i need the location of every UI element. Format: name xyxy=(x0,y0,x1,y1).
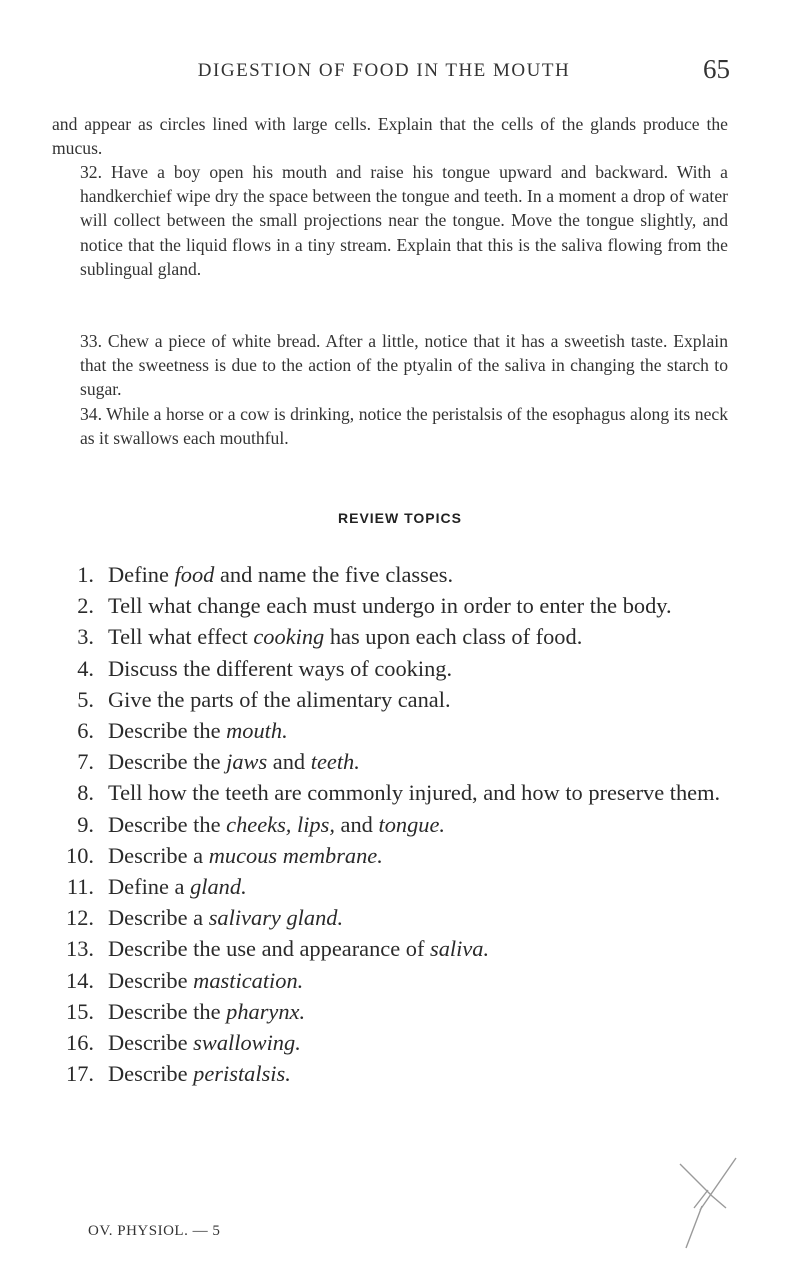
topic-text-part: Describe the xyxy=(108,811,227,837)
paragraph-34 xyxy=(52,402,728,450)
topic-text-part: has upon each class of food. xyxy=(324,624,583,650)
topic-number: 4. xyxy=(77,655,94,681)
topic-number: 11. xyxy=(66,874,94,900)
review-topic-item xyxy=(52,809,742,840)
topic-text xyxy=(108,715,742,746)
topic-text xyxy=(108,653,742,684)
topic-text xyxy=(108,746,742,777)
topic-number: 14. xyxy=(66,967,94,993)
topic-text xyxy=(108,621,742,652)
review-topic-item xyxy=(52,653,742,684)
topic-text-part: Define xyxy=(108,562,175,587)
topic-text-part: Describe the xyxy=(108,749,227,775)
page-header xyxy=(98,54,730,94)
review-topic-item xyxy=(52,996,742,1027)
topic-number: 9. xyxy=(77,811,94,837)
paragraph-33 xyxy=(52,329,728,402)
topic-text xyxy=(108,965,742,996)
topic-number: 10. xyxy=(66,842,94,868)
review-topic-item xyxy=(52,1027,742,1058)
topic-emphasis: cooking xyxy=(253,624,325,650)
topic-emphasis: food xyxy=(174,562,215,587)
topic-number: 16. xyxy=(66,1030,94,1056)
topic-text xyxy=(108,933,742,964)
topic-text-part: and xyxy=(334,811,379,837)
topic-emphasis: salivary gland. xyxy=(208,905,344,931)
review-topic-item xyxy=(52,590,742,621)
running-head: DIGESTION OF FOOD IN THE MOUTH xyxy=(197,60,571,81)
review-topic-item xyxy=(52,746,742,777)
topic-text-part: Tell what effect xyxy=(108,624,254,650)
topic-text xyxy=(108,840,742,871)
topic-emphasis: mastication. xyxy=(193,967,304,993)
topic-emphasis: teeth. xyxy=(310,749,360,775)
topic-text-part: Describe a xyxy=(108,905,209,931)
review-topic-item xyxy=(52,840,742,871)
topic-text-part: Define a xyxy=(108,874,191,900)
topic-text-part: Discuss the different ways of cooking. xyxy=(108,655,453,681)
review-topic-item xyxy=(52,559,742,590)
paragraph-text: 32. Have a boy open his mouth and raise his tongue upward and backward. With a handkerchief wipe dry the space between the tongue and teeth. In a moment a drop of water will collect between the small projections near the tongue. Move the tongue slightly, and notice that the liquid flows in a tiny stream. Explain that this is the saliva flowing from the sublingual gland. xyxy=(80,162,728,279)
topic-text xyxy=(108,1027,742,1058)
review-topics-list xyxy=(52,559,742,1089)
topic-text xyxy=(108,871,742,902)
topic-number: 7. xyxy=(77,749,94,775)
topic-text xyxy=(108,996,742,1027)
topic-emphasis: tongue. xyxy=(378,811,446,837)
topic-text-part: Describe the xyxy=(108,718,227,744)
topic-emphasis: pharynx. xyxy=(226,998,306,1024)
paragraph-continued xyxy=(52,112,728,160)
signature-mark: OV. PHYSIOL. — 5 xyxy=(88,1223,221,1239)
topic-number: 6. xyxy=(77,718,94,744)
paragraph-text: 33. Chew a piece of white bread. After a little, notice that it has a sweetish taste. Explain that the sweetness is due to the action of the ptyalin of the saliva in changing the starch to sugar. xyxy=(80,331,728,400)
topic-emphasis: peristalsis. xyxy=(193,1061,291,1087)
topic-text-part: Describe a xyxy=(108,842,209,868)
topic-text-part: and xyxy=(267,749,311,775)
topic-text xyxy=(108,777,742,808)
page-number: 65 xyxy=(703,54,730,84)
review-topic-item xyxy=(52,965,742,996)
topic-number: 5. xyxy=(77,686,94,712)
topic-emphasis: swallowing. xyxy=(193,1030,301,1056)
topic-emphasis: cheeks, lips, xyxy=(226,811,335,837)
topic-number: 3. xyxy=(77,624,94,650)
topic-text-part: Describe the use and appearance of xyxy=(108,936,431,962)
review-topics-heading: REVIEW TOPICS xyxy=(338,510,462,526)
review-topic-item xyxy=(52,1058,742,1089)
topic-text-part: Give the parts of the alimentary canal. xyxy=(108,686,451,712)
topic-number: 8. xyxy=(77,780,94,806)
review-topic-item xyxy=(52,902,742,933)
topic-number: 13. xyxy=(66,936,94,962)
review-topic-item xyxy=(52,777,742,808)
topic-text xyxy=(108,902,742,933)
review-topic-item xyxy=(52,933,742,964)
paragraph-32 xyxy=(52,160,728,281)
topic-emphasis: jaws xyxy=(226,749,268,775)
topic-text xyxy=(108,809,742,840)
topic-text-part: Tell what change each must undergo in order to enter the body. xyxy=(108,593,672,619)
topic-text-part: and name the five classes. xyxy=(214,562,454,587)
topic-text xyxy=(108,1058,742,1089)
paragraph-text: and appear as circles lined with large cells. Explain that the cells of the glands produce the mucus. xyxy=(52,114,728,159)
topic-text-part: Describe the xyxy=(108,998,227,1024)
topic-text-part: Describe xyxy=(108,1061,194,1087)
topic-text xyxy=(108,590,742,621)
topic-emphasis: gland. xyxy=(190,874,247,900)
topic-number: 15. xyxy=(66,998,94,1024)
topic-text-part: Tell how the teeth are commonly injured, and how to preserve them. xyxy=(108,780,721,806)
paragraph-text: 34. While a horse or a cow is drinking, notice the peristalsis of the esophagus along its neck as it swallows each mouthful. xyxy=(80,404,728,449)
topic-number: 17. xyxy=(66,1061,94,1087)
topic-emphasis: saliva. xyxy=(430,936,490,962)
topic-number: 1. xyxy=(77,562,94,587)
review-topic-item xyxy=(52,715,742,746)
review-topic-item xyxy=(52,684,742,715)
topic-text xyxy=(108,684,742,715)
topic-emphasis: mouth. xyxy=(226,718,288,744)
review-topic-item xyxy=(52,621,742,652)
topic-text-part: Describe xyxy=(108,1030,194,1056)
topic-number: 12. xyxy=(66,905,94,931)
topic-number: 2. xyxy=(77,593,94,619)
review-topic-item xyxy=(52,871,742,902)
topic-text-part: Describe xyxy=(108,967,194,993)
pencil-cross-mark xyxy=(672,1150,742,1250)
topic-emphasis: mucous membrane. xyxy=(208,842,383,868)
topic-text xyxy=(108,559,742,590)
